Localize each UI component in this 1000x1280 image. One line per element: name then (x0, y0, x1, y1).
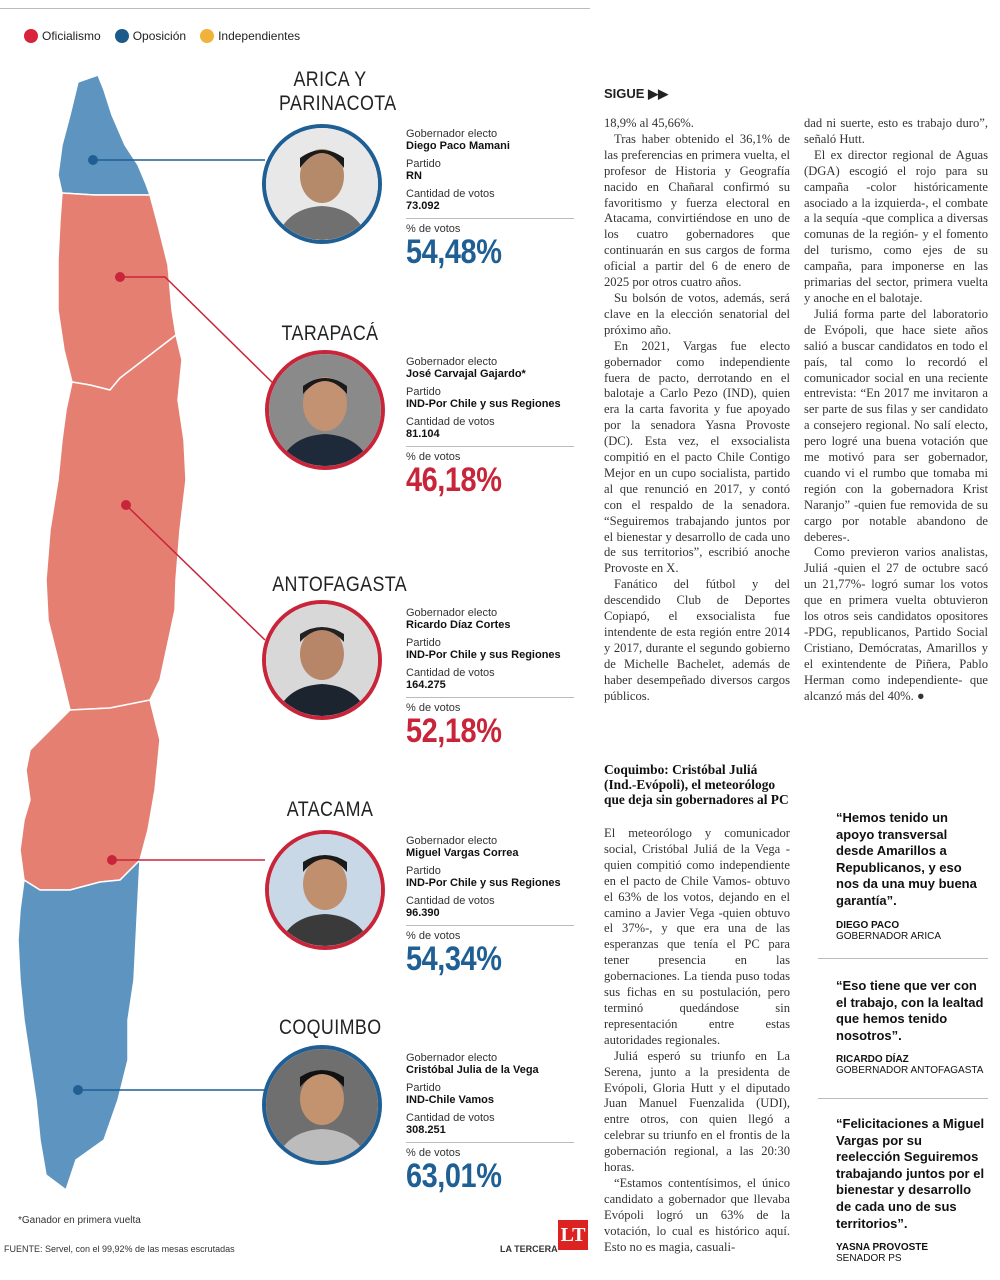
avatar-diego-paco (262, 124, 382, 244)
article-col2 (804, 116, 988, 705)
label-elect: Gobernador electo (406, 356, 498, 368)
paragraph: El ex director regional de Aguas (DGA) escogió el rojo para su campaña -color históricamente asociado a la izquierda-, el combate a la sequía -que complica a diversas comunas de la región- y el fomento del turismo, como ejes de su campaña, para imponerse en las primarias del sector, primera vuelta y anoche en el balotaje. (804, 147, 988, 305)
party-value: IND-Por Chile y sus Regiones (406, 649, 561, 661)
yellow-dot-icon (200, 29, 214, 43)
sigue-label: SIGUE ▶▶ (604, 86, 669, 101)
quote-yasna-provoste (836, 1116, 988, 1264)
article-subhead: Coquimbo: Cristóbal Juliá (Ind.-Evópoli), el meteorólogo que deja sin gobernadores al PC (604, 762, 789, 807)
region-title-arica (279, 68, 397, 116)
info-atacama (406, 835, 576, 976)
legend (24, 29, 300, 43)
paragraph: “Estamos contentísimos, el único candidato a gobernador que llevaba Evópoli logró un 63% de la votación, lo cual es histórico aquí. Esto no es magia, casuali- (604, 1175, 790, 1254)
map-region-coquimbo (18, 860, 140, 1190)
label-party: Partido (406, 386, 441, 398)
pct-value: 52,18% (406, 712, 502, 750)
map-dot-arica (88, 155, 98, 165)
avatar-cristobal-julia (262, 1045, 382, 1165)
map-region-arica (58, 75, 150, 195)
candidate-name: José Carvajal Gajardo* (406, 368, 526, 380)
votes-value: 81.104 (406, 428, 440, 440)
quote-text: “Felicitaciones a Miguel Vargas por su reelección Seguiremos trabajando juntos por el bienestar y desarrollo de cada uno de sus territorios”. (836, 1116, 985, 1231)
votes-value: 73.092 (406, 200, 440, 212)
candidate-name: Diego Paco Mamani (406, 140, 510, 152)
person-photo-icon (269, 834, 381, 946)
person-photo-icon (266, 604, 378, 716)
paragraph: El meteorólogo y comunicador social, Cristóbal Juliá de la Vega -quien compitió como independiente en el pacto de Chile Vamos- obtuvo el 63% de los votos, dejando en el camino a Javier Vega -quien obtuvo el 37%-, y que era una de las esperanzas que tenía el PC para tener presencia en las gobernaciones. La tienda puso todas sus fichas en su postulación, pero terminó quedándose sin representación entre estas autoridades regionales. (604, 826, 790, 1047)
paragraph: Tras haber obtenido el 36,1% de las preferencias en primera vuelta, el profesor de Historia y Geografía nacido en Chañaral confirmó su favoritismo y fuerza electoral en Atacama, convirtiéndose en uno de los cuatro gobernadores que continuarán en sus cargos de forma oficial a partir del 6 de enero de 2025 por otros cuatro años. (604, 131, 790, 290)
avatar-miguel-vargas (265, 830, 385, 950)
region-name-line1: COQUIMBO (279, 1016, 382, 1039)
avatar-jose-carvajal (265, 350, 385, 470)
label-elect: Gobernador electo (406, 835, 498, 847)
pct-value: 54,34% (406, 940, 502, 978)
lt-logo: LT (558, 1220, 588, 1250)
info-arica (406, 128, 576, 269)
footnote: *Ganador en primera vuelta (18, 1215, 141, 1226)
region-name-line1: TARAPACÁ (281, 322, 379, 345)
region-title-antofagasta (272, 573, 408, 597)
label-votes: Cantidad de votos (406, 667, 495, 679)
person-photo-icon (269, 354, 381, 466)
map-dot-tarapaca (115, 272, 125, 282)
brand-name: LA TERCERA (500, 1244, 558, 1254)
label-elect: Gobernador electo (406, 1052, 498, 1064)
paragraph: Como previeron varios analistas, Juliá -quien el 27 de octubre sacó un 21,77%- logró sumar los votos que en primera vuelta obtuvieron los otros seis candidatos opositores -PDG, republicanos, Partido Social Cristiano, Demócratas, Amarillos y el exintendente de Piñera, Pablo Herman como independiente- que alcanzó más del 40%. ● (804, 545, 988, 703)
person-photo-icon (266, 1049, 378, 1161)
votes-value: 164.275 (406, 679, 446, 691)
quote-author: YASNA PROVOSTE (836, 1242, 929, 1254)
paragraph: 18,9% al 45,66%. (604, 116, 694, 130)
regions-map (0, 60, 290, 1220)
quote-role: SENADOR PS (836, 1253, 902, 1265)
region-title-tarapaca (279, 322, 381, 346)
region-name-line1: ARICA Y (293, 68, 367, 91)
map-dot-antofagasta (121, 500, 131, 510)
label-elect: Gobernador electo (406, 128, 498, 140)
label-party: Partido (406, 865, 441, 877)
region-name-line1: ANTOFAGASTA (272, 573, 408, 596)
paragraph: En 2021, Vargas fue electo gobernador como independiente fuera de pacto, derrotando en el balotaje a Carlo Pezo (IND), quien era la carta favorita y fue apoyado por la senadora Yasna Provoste (DC). Esta vez, el exsocialista compitió en el pacto Chile Contigo Mejor en un cupo socialista, partido al que renunció en 2017, y contó con el respaldo de la senadora. “Seguiremos trabajando juntos por el bienestar y desarrollo de cada uno de sus territorios”, escribió anoche Provoste en X. (604, 338, 790, 576)
pct-value: 63,01% (406, 1157, 502, 1195)
quote-text: “Hemos tenido un apoyo transversal desde Amarillos a Republicanos, y eso nos da una muy buena garantía”. (836, 810, 977, 908)
label-pct: % de votos (406, 451, 461, 463)
quote-divider (818, 1098, 988, 1099)
candidate-name: Ricardo Díaz Cortes (406, 619, 511, 631)
quote-divider (818, 958, 988, 959)
quote-text: “Eso tiene que ver con el trabajo, con la lealtad que hemos tenido nosotros”. (836, 978, 984, 1043)
pct-value: 46,18% (406, 461, 502, 499)
label-party: Partido (406, 1082, 441, 1094)
article-col1b (604, 826, 790, 1255)
region-name-line2: PARINACOTA (279, 92, 397, 115)
quote-role: GOBERNADOR ANTOFAGASTA (836, 1065, 984, 1077)
label-votes: Cantidad de votos (406, 1112, 495, 1124)
info-tarapaca (406, 356, 576, 497)
quote-author: RICARDO DÍAZ (836, 1054, 909, 1066)
paragraph: dad ni suerte, esto es trabajo duro”, señaló Hutt. (804, 116, 988, 146)
quote-diego-paco (836, 810, 988, 942)
source-note: FUENTE: Servel, con el 99,92% de las mesas escrutadas (4, 1244, 235, 1254)
party-value: IND-Por Chile y sus Regiones (406, 398, 561, 410)
label-pct: % de votos (406, 1147, 461, 1159)
paragraph: Juliá forma parte del laboratorio de Evópoli, que hace siete años salió a buscar candidatos en todo el país, tal como lo recordó el comunicador social en una reciente entrevista: “En 2017 me invitaron a ser parte de sus filas y ser candidato a consejero regional. No salí electo, pero logré una buena votación que me motivó para ser gobernador, cuando vi el rumbo que tomaba mi región con la gobernadora Krist Naranjo” -quien fue removida de su cargo por notable abandono de deberes-. (804, 306, 988, 544)
label-pct: % de votos (406, 930, 461, 942)
label-party: Partido (406, 158, 441, 170)
legend-label: Independientes (218, 29, 301, 43)
legend-label: Oposición (132, 29, 187, 43)
candidate-name: Miguel Vargas Correa (406, 847, 519, 859)
region-name-line1: ATACAMA (286, 798, 374, 821)
red-dot-icon (24, 29, 38, 43)
info-coquimbo (406, 1052, 576, 1193)
label-votes: Cantidad de votos (406, 188, 495, 200)
label-votes: Cantidad de votos (406, 416, 495, 428)
info-antofagasta (406, 607, 576, 748)
candidate-name: Cristóbal Julia de la Vega (406, 1064, 539, 1076)
label-votes: Cantidad de votos (406, 895, 495, 907)
label-party: Partido (406, 637, 441, 649)
label-pct: % de votos (406, 223, 461, 235)
legend-item-oficialismo (24, 29, 101, 43)
legend-label: Oficialismo (42, 29, 101, 43)
paragraph: Fanático del fútbol y del descendido Club de Deportes Copiapó, el exsocialista fue intendente de esta región entre 2014 y 2017, durante el segundo gobierno de Michelle Bachelet, además de haber desempeñado diversos cargos públicos. (604, 577, 790, 703)
blue-dot-icon (115, 29, 129, 43)
votes-value: 96.390 (406, 907, 440, 919)
article-col1 (604, 116, 790, 705)
person-photo-icon (266, 128, 378, 240)
map-region-antofagasta (46, 335, 186, 710)
quote-ricardo-diaz (836, 978, 988, 1076)
map-dot-atacama (107, 855, 117, 865)
paragraph: Juliá esperó su triunfo en La Serena, junto a la presidenta de Evópoli, Gloria Hutt y el diputado Juan Manuel Fuenzalida (UDI), entre otros, con quien llegó a celebrar su triunfo en el frontis de la gobernación regional, a las 20:30 horas. (604, 1048, 790, 1175)
map-dot-coquimbo (73, 1085, 83, 1095)
party-value: IND-Chile Vamos (406, 1094, 495, 1106)
region-title-atacama (279, 798, 381, 822)
party-value: IND-Por Chile y sus Regiones (406, 877, 561, 889)
votes-value: 308.251 (406, 1124, 446, 1136)
region-title-coquimbo (279, 1016, 381, 1040)
label-pct: % de votos (406, 702, 461, 714)
quote-role: GOBERNADOR ARICA (836, 930, 942, 942)
quote-author: DIEGO PACO (836, 919, 900, 931)
avatar-ricardo-diaz (262, 600, 382, 720)
party-value: RN (406, 170, 422, 182)
legend-item-oposicion (115, 29, 186, 43)
top-rule (0, 8, 590, 9)
paragraph: Su bolsón de votos, además, será clave en la elección senatorial del próximo año. (604, 290, 790, 337)
label-elect: Gobernador electo (406, 607, 498, 619)
legend-item-independientes (200, 29, 300, 43)
pct-value: 54,48% (406, 233, 502, 271)
